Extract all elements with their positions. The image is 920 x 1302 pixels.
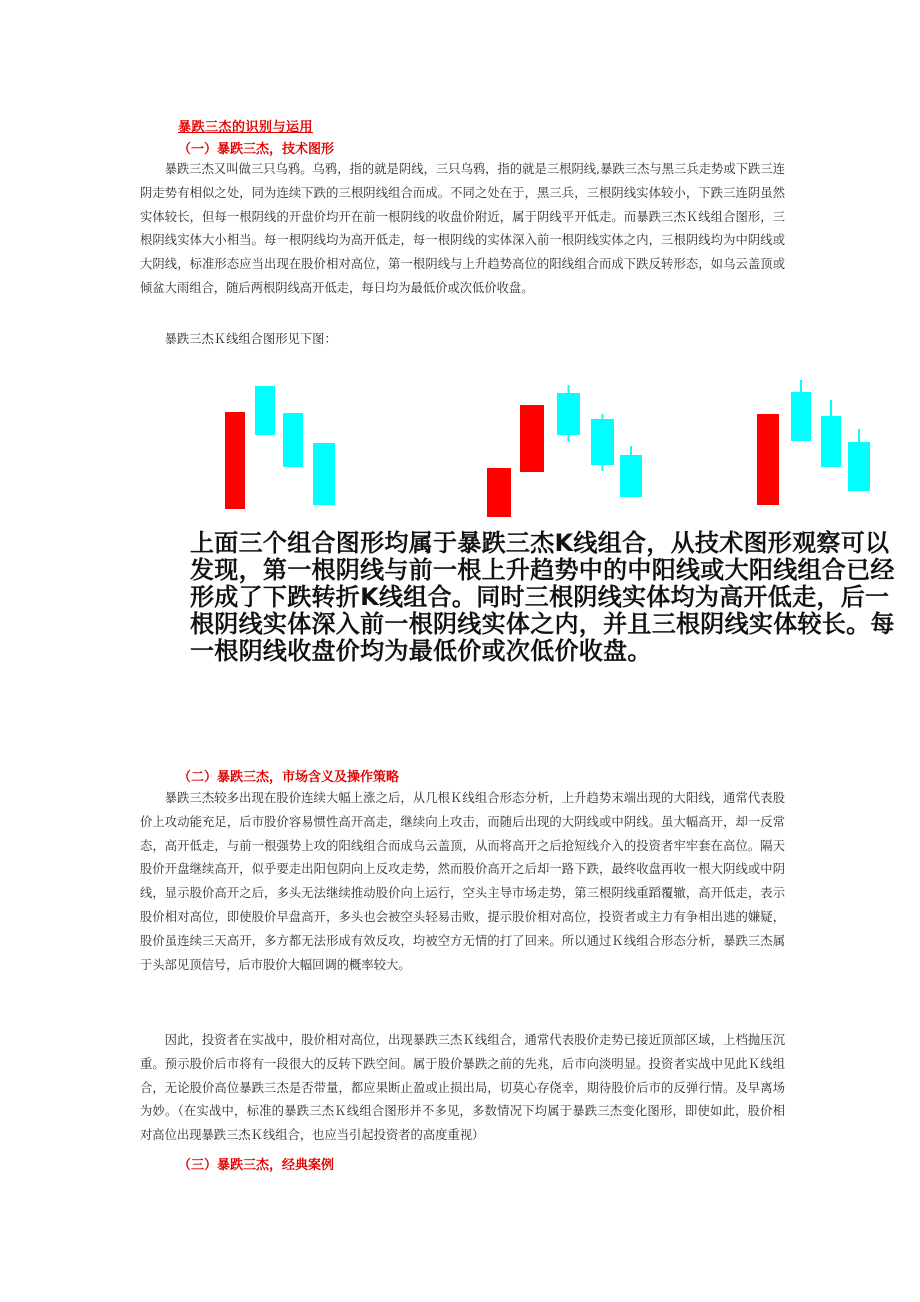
- section-3-heading: （三）暴跌三杰，经典案例: [178, 1158, 335, 1173]
- section-2-paragraph-1: 暴跌三杰较多出现在股价连续大幅上涨之后，从几根Ｋ线组合形态分析，上升趋势末端出现的大阳线，通常代表股价上攻动能充足，后市股价容易惯性高开高走，继续向上攻击，而随后出现的大阴线或中阴线。虽大幅高开，却一反常态，高开低走，与前一根强势上攻的阳线组合而成乌云盖顶，从而将高开之后抢短线介入的投资者牢牢套在高位。隔天股价开盘继续高开，似乎要走出阳包阴向上反攻走势，然而股价高开之后却一路下跌，最终收盘再收一根大阴线或中阴线，显示股价高开之后，多头无法继续推动股价向上运行，空头主导市场走势，第三根阴线重蹈覆辙，高开低走，表示股价相对高位，即使股价早盘高开，多头也会被空头轻易击败，提示股价相对高位，投资者或主力有争相出逃的嫌疑，股价虽连续三天高开，多方都无法形成有效反攻，均被空方无情的打了回来。所以通过Ｋ线组合形态分析，暴跌三杰属于头部见顶信号，后市股价大幅回调的概率较大。: [140, 791, 785, 972]
- section-2-heading: （二）暴跌三杰，市场含义及操作策略: [178, 770, 400, 785]
- candle-body-yin: [255, 386, 275, 435]
- candle-body-yang: [520, 405, 544, 472]
- candle-body-yin: [591, 419, 614, 465]
- candle-body-yin: [557, 393, 580, 435]
- candle-body-yin: [620, 455, 642, 497]
- candle-body-yin: [791, 392, 811, 441]
- candle-body-yang: [757, 414, 779, 505]
- candle-body-yang: [225, 412, 245, 509]
- candle-body-yin: [313, 443, 335, 505]
- section-1-paragraph-2: 暴跌三杰Ｋ线组合图形见下图：: [164, 332, 337, 346]
- section-2-paragraph-2: 因此，投资者在实战中，股价相对高位，出现暴跌三杰Ｋ线组合，通常代表股价走势已接近顶部区域，上档抛压沉重。预示股价后市将有一段很大的反转下跌空间。属于股价暴跌之前的先兆，后市向淡明显。投资者实战中见此Ｋ线组合，无论股价高位暴跌三杰是否带量，都应果断止盈或止损出局，切莫心存侥幸，期待股价后市的反弹行情。及早离场为妙。（在实战中，标准的暴跌三杰Ｋ线组合图形并不多见，多数情况下均属于暴跌三杰变化图形，即使如此，股价相对高位出现暴跌三杰Ｋ线组合，也应当引起投资者的高度重视）: [140, 1033, 785, 1143]
- document-title: 暴跌三杰的识别与运用: [178, 120, 314, 135]
- section-1-paragraph-1: 暴跌三杰又叫做三只乌鸦。乌鸦，指的就是阴线，三只乌鸦，指的就是三根阴线,暴跌三杰与黑三兵走势或下跌三连阴走势有相似之处，同为连续下跌的三根阴线组合而成。不同之处在于，黑三兵，三根阴线实体较小，下跌三连阴虽然实体较长，但每一根阴线的开盘价均开在前一根阴线的收盘价附近，属于阴线平开低走。而暴跌三杰Ｋ线组合图形，三根阴线实体大小相当。每一根阴线均为高开低走，每一根阴线的实体深入前一根阴线实体之内，三根阴线均为中阴线或大阴线，标准形态应当出现在股价相对高位，第一根阴线与上升趋势高位的阳线组合而成下跌反转形态，如乌云盖顶或倾盆大雨组合，随后两根阴线高开低走，每日均为最低价或次低价收盘。: [140, 162, 785, 295]
- candle-body-yin: [821, 416, 841, 467]
- figure-caption: 上面三个组合图形均属于暴跌三杰K线组合，从技术图形观察可以发现，第一根阴线与前一根上升趋势中的中阳线或大阳线组合已经形成了下跌转折K线组合。同时三根阴线实体均为高开低走，后一根阴线实体深入前一根阴线实体之内，并且三根阴线实体较长。每一根阴线收盘价均为最低价或次低价收盘。: [190, 529, 895, 665]
- candle-body-yang: [487, 468, 511, 517]
- candle-body-yin: [283, 413, 303, 467]
- candlestick-figure: [180, 380, 880, 520]
- section-1-heading: （一）暴跌三杰，技术图形: [178, 142, 335, 157]
- candle-body-yin: [848, 442, 870, 491]
